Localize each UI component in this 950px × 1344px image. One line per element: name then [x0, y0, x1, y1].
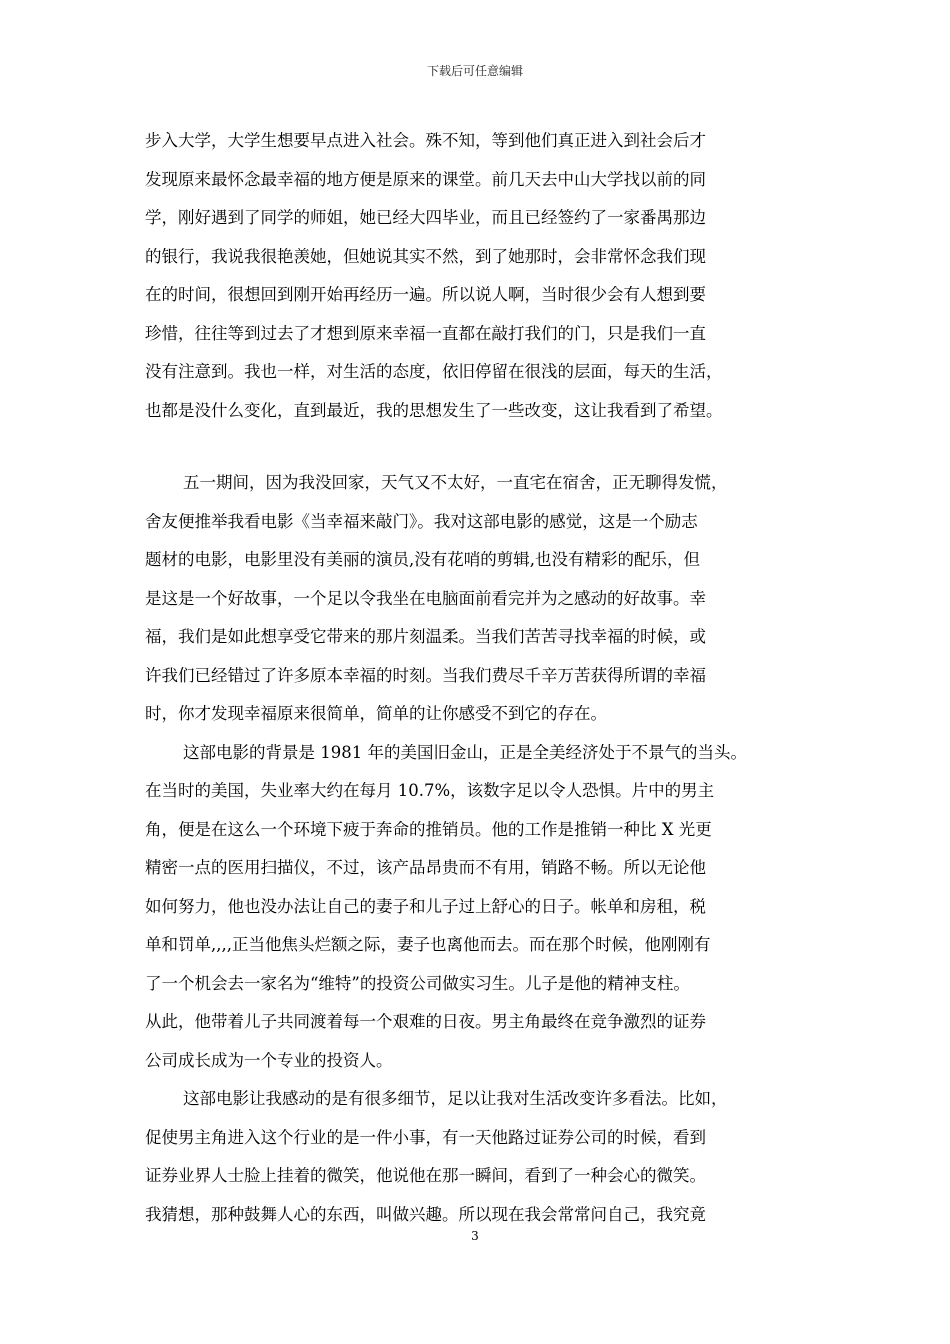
- text-line: 证券业界人士脸上挂着的微笑，他说他在那一瞬间，看到了一种会心的微笑。: [145, 1166, 706, 1185]
- text-line: 舍友便推举我看电影《当幸福来敲门》。我对这部电影的感觉，这是一个励志: [145, 511, 698, 531]
- paragraph-spacer: [145, 430, 810, 464]
- document-body: [145, 122, 810, 1234]
- text-line: 的银行，我说我很艳羡她，但她说其实不然，到了她那时，会非常怀念我们现: [145, 246, 706, 266]
- text-line: 没有注意到。我也一样，对生活的态度，依旧停留在很浅的层面，每天的生活，: [145, 362, 723, 381]
- text-line: 我猜想，那种鼓舞人心的东西，叫做兴趣。所以现在我会常常问自己，我究竟: [145, 1204, 706, 1224]
- text-line: 在的时间，很想回到刚开始再经历一遍。所以说人啊，当时很少会有人想到要: [145, 285, 706, 304]
- paragraph: [145, 1080, 810, 1234]
- text-line: 单和罚单,,,,正当他焦头烂额之际，妻子也离他而去。而在那个时候，他刚刚有: [145, 935, 711, 954]
- text-line: 这部电影的背景是 1981 年的美国旧金山，正是全美经济处于不景气的当头。: [183, 742, 747, 762]
- text-line: 了一个机会去一家名为“维特”的投资公司做实习生。儿子是他的精神支柱。: [145, 973, 690, 993]
- text-line: 也都是没什么变化，直到最近，我的思想发生了一些改变，这让我看到了希望。: [145, 400, 723, 420]
- paragraph: [145, 464, 810, 734]
- text-line: 步入大学，大学生想要早点进入社会。殊不知，等到他们真正进入到社会后才: [145, 131, 706, 150]
- page-number: 3: [471, 1229, 479, 1243]
- text-line: 是这是一个好故事，一个足以令我坐在电脑面前看完并为之感动的好故事。幸: [145, 588, 706, 608]
- text-line: 促使男主角进入这个行业的是一件小事，有一天他路过证券公司的时候，看到: [145, 1127, 706, 1147]
- text-line: 时，你才发现幸福原来很简单，简单的让你感受不到它的存在。: [145, 704, 607, 723]
- text-line: 这部电影让我感动的是有很多细节，足以让我对生活改变许多看法。比如，: [183, 1089, 728, 1108]
- text-line: 福，我们是如此想享受它带来的那片刻温柔。当我们苦苦寻找幸福的时候，或: [145, 627, 706, 646]
- text-line: 在当时的美国，失业率大约在每月 10.7%，该数字足以令人恐惧。片中的男主: [145, 781, 715, 800]
- text-line: 如何努力，他也没办法让自己的妻子和儿子过上舒心的日子。帐单和房租，税: [145, 896, 706, 916]
- page-header: 下载后可任意编辑: [426, 64, 523, 78]
- paragraph: [145, 122, 810, 430]
- text-line: 角，便是在这么一个环境下疲于奔命的推销员。他的工作是推销一种比 X 光更: [145, 819, 712, 839]
- text-line: 五一期间，因为我没回家，天气又不太好，一直宅在宿舍，正无聊得发慌，: [183, 473, 728, 492]
- text-line: 珍惜，往往等到过去了才想到原来幸福一直都在敲打我们的门，只是我们一直: [145, 323, 706, 343]
- text-line: 学，刚好遇到了同学的师姐，她已经大四毕业，而且已经签约了一家番禺那边: [145, 208, 706, 227]
- text-line: 公司成长成为一个专业的投资人。: [145, 1050, 393, 1070]
- text-line: 许我们已经错过了许多原本幸福的时刻。当我们费尽千辛万苦获得所谓的幸福: [145, 665, 706, 685]
- paragraph: [145, 734, 810, 1081]
- text-line: 发现原来最怀念最幸福的地方便是原来的课堂。前几天去中山大学找以前的同: [145, 169, 706, 189]
- text-line: 题材的电影，电影里没有美丽的演员,没有花哨的剪辑,也没有精彩的配乐，但: [145, 550, 700, 569]
- text-line: 精密一点的医用扫描仪，不过，该产品昂贵而不有用，销路不畅。所以无论他: [145, 858, 706, 877]
- text-line: 从此，他带着儿子共同渡着每一个艰难的日夜。男主角最终在竞争激烈的证券: [145, 1012, 706, 1031]
